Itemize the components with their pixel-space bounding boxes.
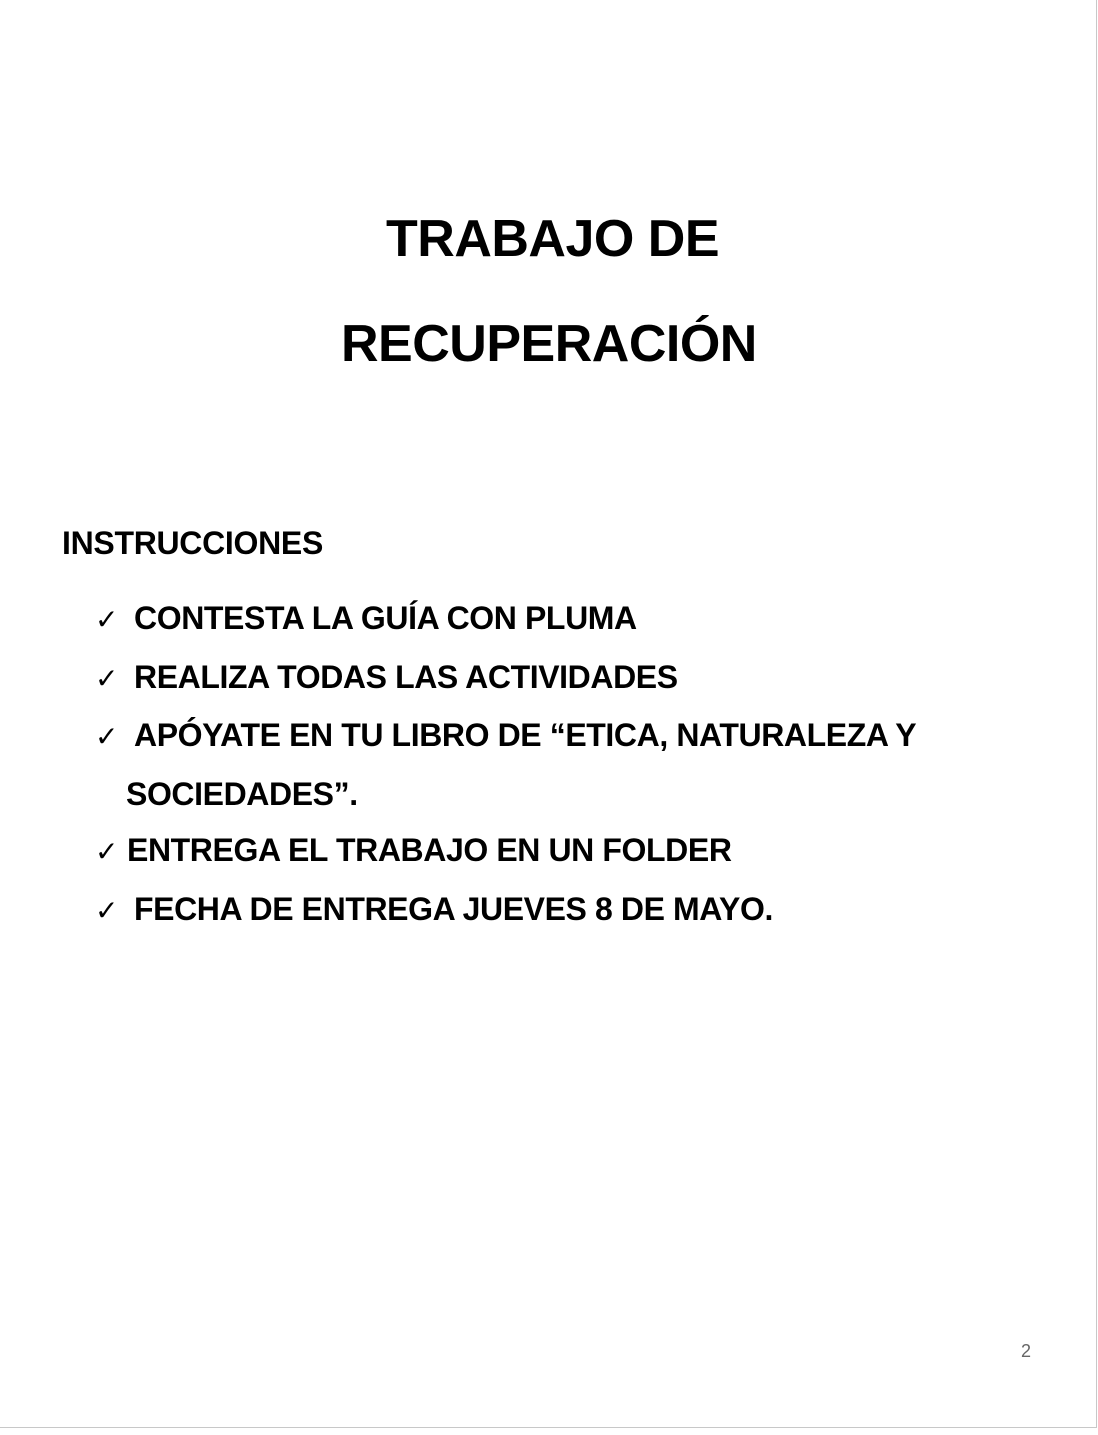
instructions-heading: INSTRUCCIONES — [62, 525, 324, 561]
checkmark-icon: ✓ — [95, 893, 119, 927]
instruction-item — [95, 881, 1055, 940]
instruction-item — [95, 649, 1055, 708]
page-number: 2 — [1021, 1341, 1032, 1361]
checkmark-icon: ✓ — [95, 835, 119, 868]
instruction-text: FECHA DE ENTREGA JUEVES 8 DE MAYO. — [134, 890, 773, 927]
document-title-line-1: TRABAJO DE — [386, 210, 720, 268]
checkmark-icon: ✓ — [95, 603, 119, 636]
instruction-text: REALIZA TODAS LAS ACTIVIDADES — [134, 658, 678, 695]
document-title-line-2: RECUPERACIÓN — [341, 315, 757, 373]
instruction-text: CONTESTA LA GUÍA CON PLUMA — [134, 600, 637, 636]
instructions-list — [95, 590, 1055, 939]
checkmark-icon: ✓ — [95, 720, 119, 753]
instruction-item — [95, 822, 1055, 881]
instruction-text-continuation: SOCIEDADES”. — [126, 775, 358, 812]
instruction-item — [95, 707, 1055, 822]
instruction-text: APÓYATE EN TU LIBRO DE “ETICA, NATURALEZA Y — [134, 717, 917, 753]
checkmark-icon: ✓ — [95, 661, 119, 695]
instruction-text: ENTREGA EL TRABAJO EN UN FOLDER — [127, 832, 732, 868]
instruction-item — [95, 590, 1055, 649]
